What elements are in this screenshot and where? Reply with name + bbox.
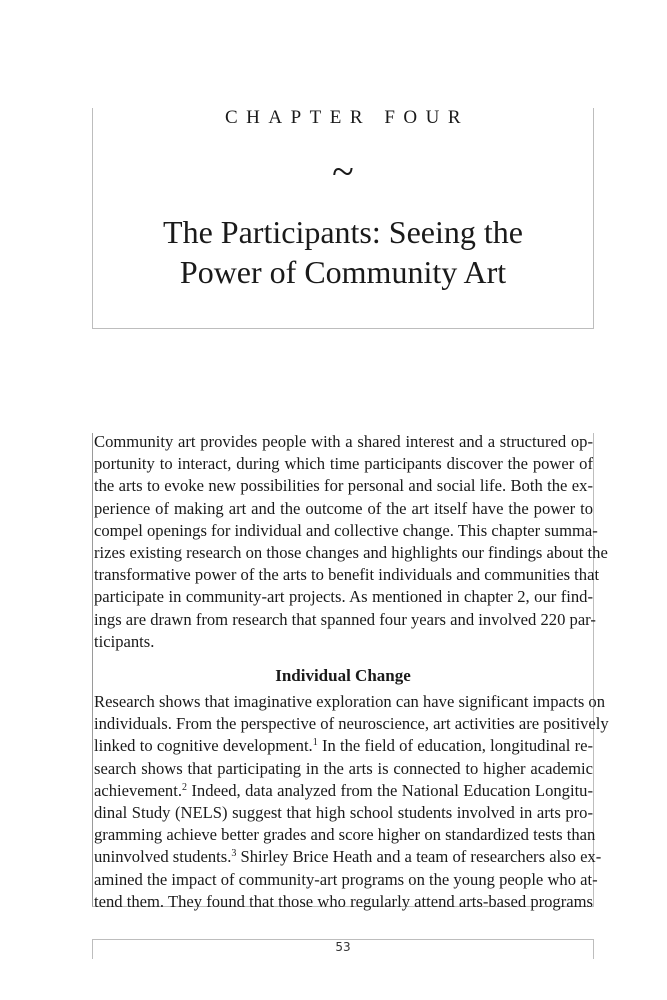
text-line: participate in community-art projects. As mentioned in chapter 2, our find- <box>94 587 593 607</box>
footer-frame <box>92 939 594 959</box>
text-fragment: uninvolved students. <box>94 847 232 867</box>
footnote-ref[interactable]: 2 <box>182 781 187 793</box>
text-line: compel openings for individual and collective change. This chapter summa- <box>94 520 598 540</box>
body-text-frame <box>92 432 609 911</box>
tilde-ornament-icon: ~ <box>332 149 354 194</box>
text-line: tend them. They found that those who regularly attend arts-based programs <box>94 891 593 911</box>
text-line: Research shows that imaginative exploration can have significant impacts on <box>94 692 606 711</box>
text-line: portunity to interact, during which time participants discover the power of <box>94 454 593 474</box>
chapter-title-line-2: Power of Community Art <box>179 254 507 290</box>
text-line: individuals. From the perspective of neuroscience, art activities are positively <box>94 714 609 734</box>
text-line: gramming achieve better grades and score higher on standardized tests than <box>94 825 596 845</box>
text-line: perience of making art and the outcome of the art itself have the power to <box>94 498 593 518</box>
text-fragment: In the field of education, longitudinal re- <box>317 736 593 756</box>
text-fragment: linked to cognitive development. <box>94 736 313 756</box>
text-line: Community art provides people with a shared interest and a structured op- <box>94 432 593 451</box>
text-line: transformative power of the arts to benefit individuals and communities that <box>94 565 600 585</box>
intro-paragraph <box>93 431 608 653</box>
text-line <box>94 735 593 757</box>
section-heading: Individual Change <box>275 666 411 685</box>
text-line <box>94 846 602 868</box>
text-line: ticipants. <box>94 631 155 651</box>
text-fragment: achievement. <box>94 780 182 800</box>
page-number: 53 <box>335 940 351 954</box>
text-line: rizes existing research on those changes and highlights our findings about the <box>94 543 608 563</box>
section-paragraph <box>93 691 609 913</box>
footnote-ref[interactable]: 1 <box>312 737 318 749</box>
chapter-label: CHAPTER FOUR <box>225 107 469 128</box>
text-line: ings are drawn from research that spanned four years and involved 220 par- <box>94 609 596 629</box>
chapter-title <box>93 212 593 292</box>
footnote-ref[interactable]: 3 <box>231 848 237 860</box>
text-line: dinal Study (NELS) suggest that high school students involved in arts pro- <box>94 803 593 823</box>
text-line <box>94 780 593 802</box>
text-line: the arts to evoke new possibilities for personal and social life. Both the ex- <box>94 476 593 496</box>
text-fragment: Indeed, data analyzed from the National Education Longitu- <box>187 780 593 800</box>
text-fragment: Shirley Brice Heath and a team of researchers also ex- <box>236 847 602 867</box>
text-line: search shows that participating in the arts is connected to higher academic <box>94 758 593 778</box>
chapter-title-line-1: The Participants: Seeing the <box>163 214 523 250</box>
chapter-header-frame <box>92 108 594 329</box>
text-line: amined the impact of community-art programs on the young people who at- <box>94 869 598 889</box>
